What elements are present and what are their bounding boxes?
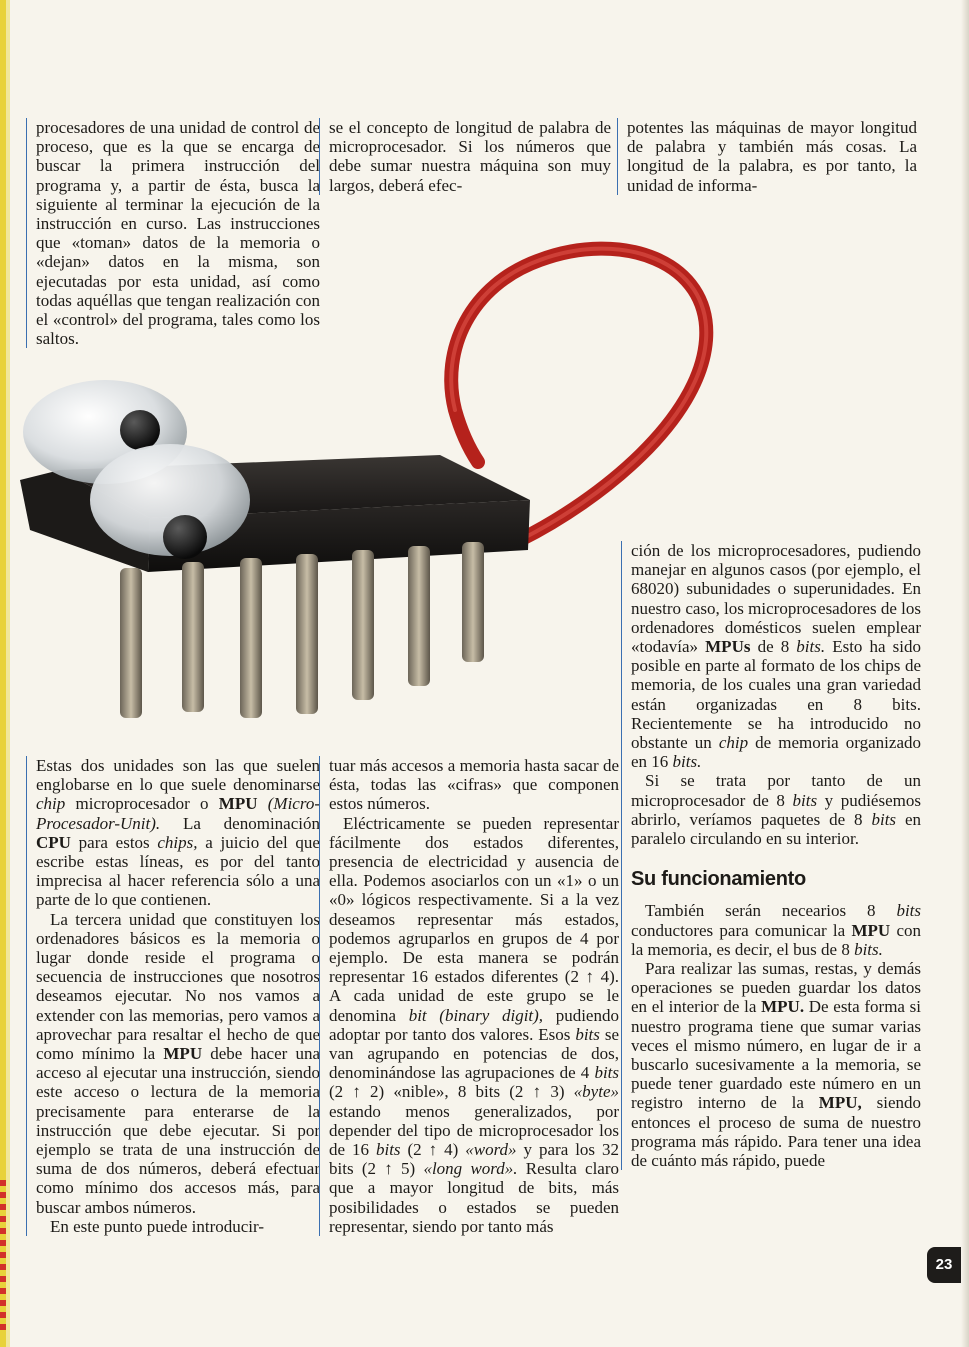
paragraph: tuar más accesos a memoria hasta sacar de ésta, todas las «cifras» que componen estos números. bbox=[329, 756, 619, 814]
paragraph: se el concepto de longitud de palabra de microprocesador. Si los números que debe sumar nuestra máquina son muy largos, deberá efec- bbox=[329, 118, 611, 195]
text-column-2 bbox=[319, 118, 611, 195]
paragraph: También serán necearios 8 bits conductores para comunicar la MPU con la memoria, es decir, el bus de 8 bits. bbox=[631, 901, 921, 959]
text-column-3 bbox=[617, 118, 917, 195]
section-heading: Su funcionamiento bbox=[631, 868, 806, 891]
text-column-6 bbox=[621, 541, 921, 1170]
paragraph: Estas dos unidades son las que suelen englobarse en lo que suele denominarse chip microprocesador o MPU (Micro-Procesador-Unit). La denominación CPU para estos chips, a juicio del que escribe estas líneas, es por del tanto imprecisa al hacer referencia sólo a una parte de lo que contienen. bbox=[36, 756, 321, 910]
text-column-1 bbox=[26, 118, 320, 348]
binding-shadow bbox=[961, 0, 969, 1347]
paragraph: Para realizar las sumas, restas, y demás operaciones se pueden guardar los datos en el interior de la MPU. De esta forma si nuestro programa tiene que sumar varias veces el mismo número, en lugar de ir a buscarlo sucesivamente a la memoria, se puede tener guardado este número en un registro interno de la MPU, siendo entonces el proceso de suma de nuestro programa más rápido. Para tener una idea de cuánto más rápido, puede bbox=[631, 959, 922, 1171]
text-column-5 bbox=[319, 756, 619, 1236]
paragraph: En este punto puede introducir- bbox=[50, 1216, 264, 1236]
paragraph: Eléctricamente se pueden representar fácilmente dos estados diferentes, presencia de electricidad y ausencia de ella. Podemos asociarlos con un «1» o un «0» lógicos respectivamente. Si a la vez deseamos representar más estados, podemos agruparlos en grupos de 4 por ejemplo. De esta manera se podrán representar 16 estados diferentes (2 ↑ 4). A cada unidad de este grupo se le denomina bit (binary digit), pudiendo adoptar por tanto dos valores. Esos bits se van agrupando en potencias de dos, denominándose las agrupaciones de 4 bits (2 ↑ 2) «nible», 8 bits (2 ↑ 3) «byte» estando menos generalizados, por depender del tipo de microprocesador los de 16 bits (2 ↑ 4) «word» y para los 32 bits (2 ↑ 5) «long word». Resulta claro que a mayor longitud de bits, más posibilidades o estados se pueden representar, siendo por tanto más bbox=[329, 813, 620, 1236]
paragraph: procesadores de una unidad de control de proceso, que es la que se encarga de buscar la primera instrucción del programa y, a partir de ésta, busca la siguiente al terminar la ejecución de la instrucción en curso. Las instrucciones que «toman» datos de la memoria o «dejan» datos en la misma, son ejecutadas por esta unidad, así como todas aquéllas que tengan realización con el «control» del programa, tales como los saltos. bbox=[36, 118, 320, 349]
paragraph: Si se trata por tanto de un microprocesador de 8 bits y pudiésemos abrirlo, veríamos paquetes de 8 bits en paralelo circulando en su interior. bbox=[631, 771, 921, 849]
paragraph: La tercera unidad que constituyen los ordenadores básicos es la memoria o lugar donde reside el programa o secuencia de instrucciones que nosotros deseamos ejecutar. No nos vamos a extender con las memorias, pero vamos a aprovechar para resaltar el hecho de que como mínimo la MPU debe hacer una acceso al ejecutar una instrucción, siendo este acceso o lectura de la memoria precisamente para enterarse de la instrucción que debe ejecutar. Si por ejemplo se trata de una instrucción de suma de dos números, deberá efectuar como mínimo dos accesos más, para buscar ambos números. bbox=[36, 909, 320, 1217]
paragraph: potentes las máquinas de mayor longitud de palabra y también más cosas. La longitud de la palabra, es por tanto, la unidad de informa- bbox=[627, 118, 917, 195]
paragraph: ción de los microprocesadores, pudiendo manejar en algunos casos (por ejemplo, el 68020) subunidades o superunidades. En nuestro caso, los microprocesadores de los ordenadores domésticos suelen emplear «todavía» MPUs de 8 bits. Esto ha sido posible en parte al formato de los chips de memoria, de los cuales una gran variedad están organizadas en 8 bits. Recientemente se ha introducido no obstante un chip de memoria organizado en 16 bits. bbox=[631, 541, 921, 772]
text-column-4 bbox=[26, 756, 320, 1236]
page-number: 23 bbox=[927, 1247, 961, 1283]
page-edge-marks bbox=[0, 1180, 6, 1330]
